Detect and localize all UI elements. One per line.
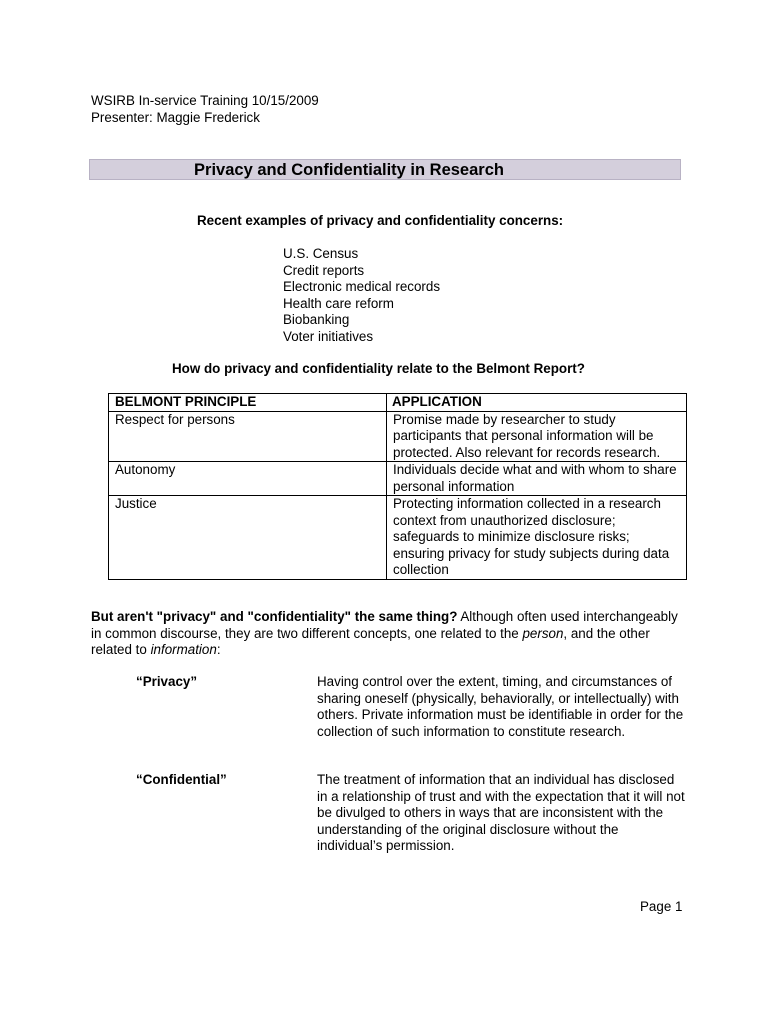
application-cell: Individuals decide what and with whom to share personal information [387, 462, 687, 496]
principle-cell: Respect for persons [109, 411, 387, 462]
belmont-table [108, 393, 687, 580]
training-line: WSIRB In-service Training 10/15/2009 [91, 93, 319, 108]
page-number: Page 1 [640, 899, 683, 914]
same-thing-text-end: : [216, 642, 221, 657]
same-thing-text-middle: , and the other related to [91, 625, 650, 657]
title-bar [89, 159, 681, 180]
list-item: Credit reports [283, 262, 365, 278]
definition-term: “Privacy” [136, 674, 198, 689]
application-cell: Protecting information collected in a research context from unauthorized disclosure; safeguards to minimize disclosure risks; ensuring privacy for study subjects during data collection [387, 496, 687, 580]
same-thing-paragraph [91, 609, 691, 659]
examples-heading: Recent examples of privacy and confidentiality concerns: [197, 213, 564, 228]
definition-text: The treatment of information that an individual has disclosed in a relationship of trust and with the expectation that it will not be divulged to others in ways that are inconsistent with the understanding of the original disclosure without the individual’s permission. [317, 772, 685, 853]
document-title: Privacy and Confidentiality in Research [194, 161, 504, 179]
examples-list [283, 246, 440, 345]
same-thing-question: But aren't "privacy" and "confidentiality" the same thing? [91, 609, 458, 624]
same-thing-text: Although often used interchangeably in common discourse, they are two different concepts, one related to the [91, 609, 678, 641]
person-word: person [522, 625, 564, 641]
list-item: U.S. Census [283, 246, 359, 261]
information-word: information [150, 642, 217, 657]
table-row [109, 411, 687, 462]
principle-cell: Justice [109, 496, 387, 580]
document-header [91, 93, 319, 126]
belmont-heading: How do privacy and confidentiality relate to the Belmont Report? [172, 361, 585, 376]
table-row [109, 496, 687, 580]
column-header-principle: BELMONT PRINCIPLE [109, 394, 387, 412]
principle-cell: Autonomy [109, 462, 387, 496]
list-item: Electronic medical records [283, 279, 441, 294]
table-row [109, 462, 687, 496]
list-item: Voter initiatives [283, 328, 374, 344]
list-item: Biobanking [283, 312, 350, 327]
table-header-row [109, 394, 687, 412]
column-header-application: APPLICATION [387, 394, 687, 412]
presenter-line: Presenter: Maggie Frederick [91, 109, 260, 125]
definition-term: “Confidential” [136, 772, 227, 787]
definition-text: Having control over the extent, timing, and circumstances of sharing oneself (physically, behaviorally, or intellectually) with others. Private information must be identifiable in order for the collection of such information to constitute research. [317, 674, 684, 739]
application-cell: Promise made by researcher to study participants that personal information will be protected. Also relevant for records research. [387, 411, 687, 462]
list-item: Health care reform [283, 295, 394, 311]
